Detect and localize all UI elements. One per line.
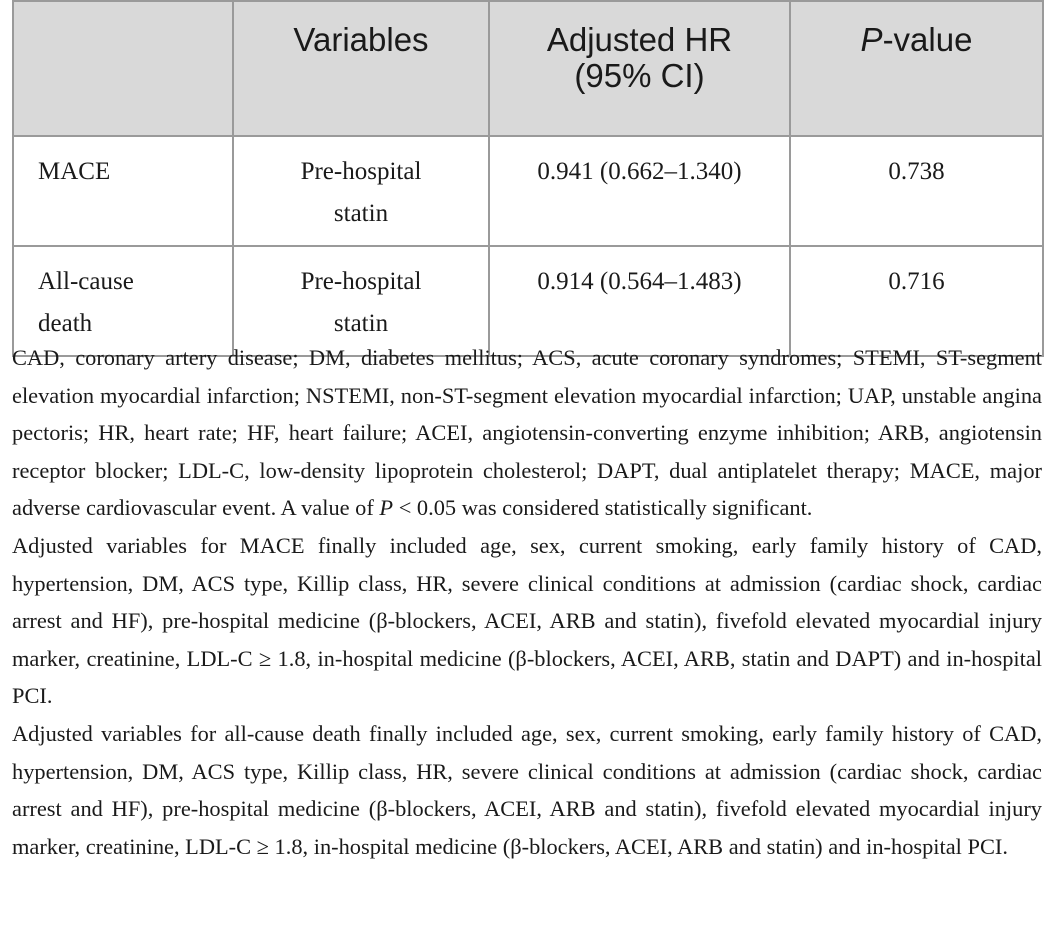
- row-outcome: MACE: [13, 136, 233, 246]
- row-variable: [233, 136, 489, 246]
- footnote-mace-adjustment: Adjusted variables for MACE finally included age, sex, current smoking, early family history of CAD, hypertension, DM, ACS type, Killip class, HR, severe clinical conditions at admission (cardiac shock, cardiac arrest and HF), pre-hospital medicine (β-blockers, ACEI, ARB and statin), fivefold elevated myocardial injury marker, creatinine, LDL-C ≥ 1.8, in-hospital medicine (β-blockers, ACEI, ARB, statin and DAPT) and in-hospital PCI.: [12, 532, 1042, 709]
- row-p-value: 0.716: [790, 246, 1043, 356]
- row-variable-line1: Pre-hospital: [300, 268, 422, 295]
- row-variable-line2: statin: [333, 310, 389, 337]
- header-adjusted-hr-line1: Adjusted HR: [546, 21, 733, 58]
- header-adjusted-hr: [489, 1, 790, 136]
- row-hr: 0.941 (0.662–1.340): [489, 136, 790, 246]
- row-outcome-line2: death: [38, 310, 93, 337]
- footnote-death-adjustment: Adjusted variables for all-cause death finally included age, sex, current smoking, early family history of CAD, hypertension, DM, ACS type, Killip class, HR, severe clinical conditions at admission (cardiac shock, cardiac arrest and HF), pre-hospital medicine (β-blockers, ACEI, ARB and statin), fivefold elevated myocardial injury marker, creatinine, LDL-C ≥ 1.8, in-hospital medicine (β-blockers, ACEI, ARB and statin) and in-hospital PCI.: [12, 720, 1042, 859]
- table-header-row: [13, 1, 1043, 136]
- header-variables: Variables: [233, 1, 489, 136]
- table-footnotes: [12, 339, 1042, 865]
- row-variable-line1: Pre-hospital: [300, 158, 422, 185]
- header-adjusted-hr-line2: (95% CI): [574, 57, 705, 94]
- results-table-container: [12, 0, 1042, 357]
- row-p-value: 0.738: [790, 136, 1043, 246]
- footnote-abbrev-text: CAD, coronary artery disease; DM, diabetes mellitus; ACS, acute coronary syndromes; STEMI, ST-segment elevation myocardial infarction; NSTEMI, non-ST-segment elevation myocardial infarction; UAP, unstable angina pectoris; HR, heart rate; HF, heart failure; ACEI, angiotensin-converting enzyme inhibition; ARB, angiotensin receptor blocker; LDL-C, low-density lipoprotein cholesterol; DAPT, dual antiplatelet therapy; MACE, major adverse cardiovascular event. A value of: [12, 345, 1042, 521]
- row-variable-line2: statin: [333, 200, 389, 227]
- footnote-p-italic: P: [379, 495, 394, 521]
- table-row: [13, 136, 1043, 246]
- header-p-value: [790, 1, 1043, 136]
- row-hr: 0.914 (0.564–1.483): [489, 246, 790, 356]
- header-p-rest: -value: [882, 21, 973, 58]
- results-table: [12, 0, 1044, 357]
- footnote-abbrev-tail: < 0.05 was considered statistically significant.: [393, 495, 813, 521]
- header-empty-cell: [13, 1, 233, 136]
- header-p-italic: P: [860, 21, 883, 58]
- footnote-abbreviations: [12, 339, 1042, 527]
- row-outcome-line1: All-cause: [38, 268, 134, 295]
